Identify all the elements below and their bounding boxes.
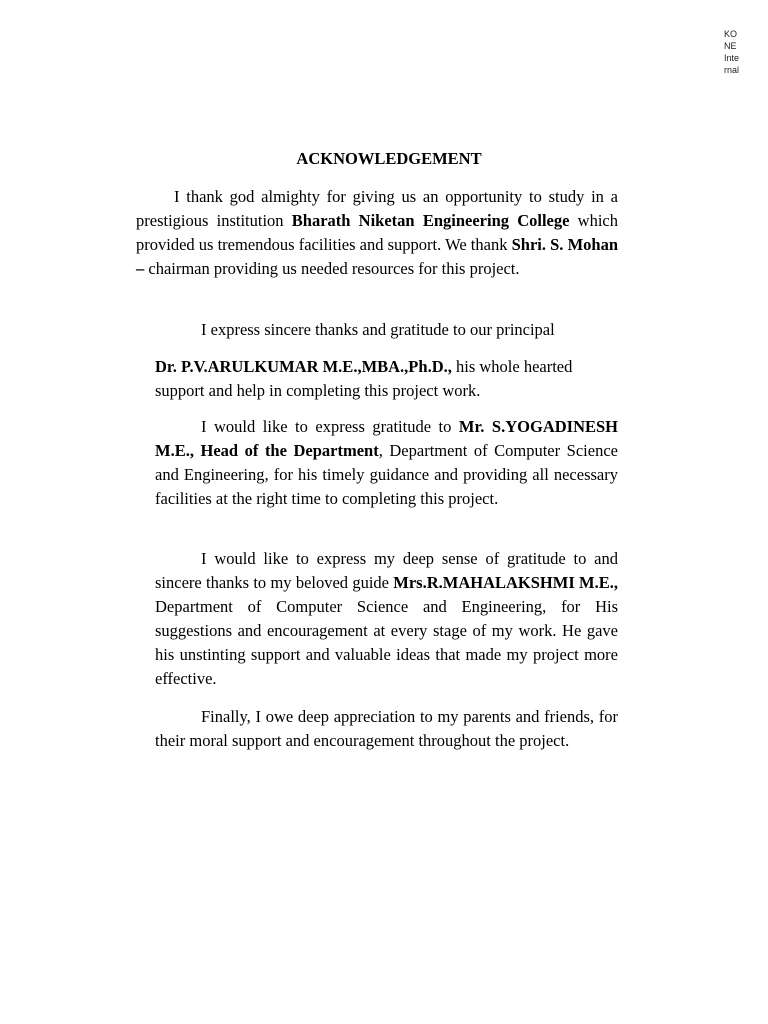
paragraph-guide bbox=[155, 547, 618, 691]
text-run: , Department of Computer Science and Engineering, for his timely guidance and providing all necessary facilities at the right time to completing this project. bbox=[155, 441, 618, 508]
paragraph-principal bbox=[155, 355, 618, 403]
guide-name: Mrs.R.MAHALAKSHMI M.E., bbox=[393, 573, 618, 592]
text-run: which provided us tremendous facilities and support. We thank bbox=[136, 211, 618, 254]
classification-line: KO bbox=[724, 29, 738, 39]
paragraph-principal-intro: I express sincere thanks and gratitude to our principal bbox=[201, 320, 555, 339]
hod-name: Mr. S.YOGADINESH M.E., Head of the Department bbox=[155, 417, 618, 460]
paragraph-hod bbox=[155, 415, 618, 511]
classification-line: Inte bbox=[724, 53, 740, 63]
text-run: Department of Computer Science and Engineering, for His suggestions and encouragement at every stage of my work. He gave his unstinting support and valuable ideas that made my project more effective. bbox=[155, 597, 618, 688]
text-run: Finally, I owe deep appreciation to my parents and friends, for their moral support and encouragement throughout the project. bbox=[155, 707, 618, 750]
text-run: I thank god almighty for giving us an opportunity to study in a prestigious institution bbox=[136, 187, 618, 230]
principal-name: Dr. P.V.ARULKUMAR M.E.,MBA.,Ph.D., bbox=[155, 357, 452, 376]
classification-line: NE bbox=[724, 41, 737, 51]
text-run: his whole hearted support and help in completing this project work. bbox=[155, 357, 573, 400]
paragraph-family bbox=[155, 705, 618, 753]
text-run: chairman providing us needed resources for this project. bbox=[144, 259, 520, 278]
text-run: I would like to express gratitude to bbox=[201, 417, 459, 436]
page-title: ACKNOWLEDGEMENT bbox=[296, 149, 482, 168]
classification-line: rnal bbox=[724, 65, 740, 75]
paragraph-thanks-institution bbox=[136, 185, 618, 281]
classification-label bbox=[724, 28, 739, 76]
text-run: I would like to express my deep sense of gratitude to and sincere thanks to my beloved guide bbox=[155, 549, 618, 592]
chairman-name: Shri. S. Mohan – bbox=[136, 235, 618, 278]
college-name: Bharath Niketan Engineering College bbox=[291, 211, 570, 230]
